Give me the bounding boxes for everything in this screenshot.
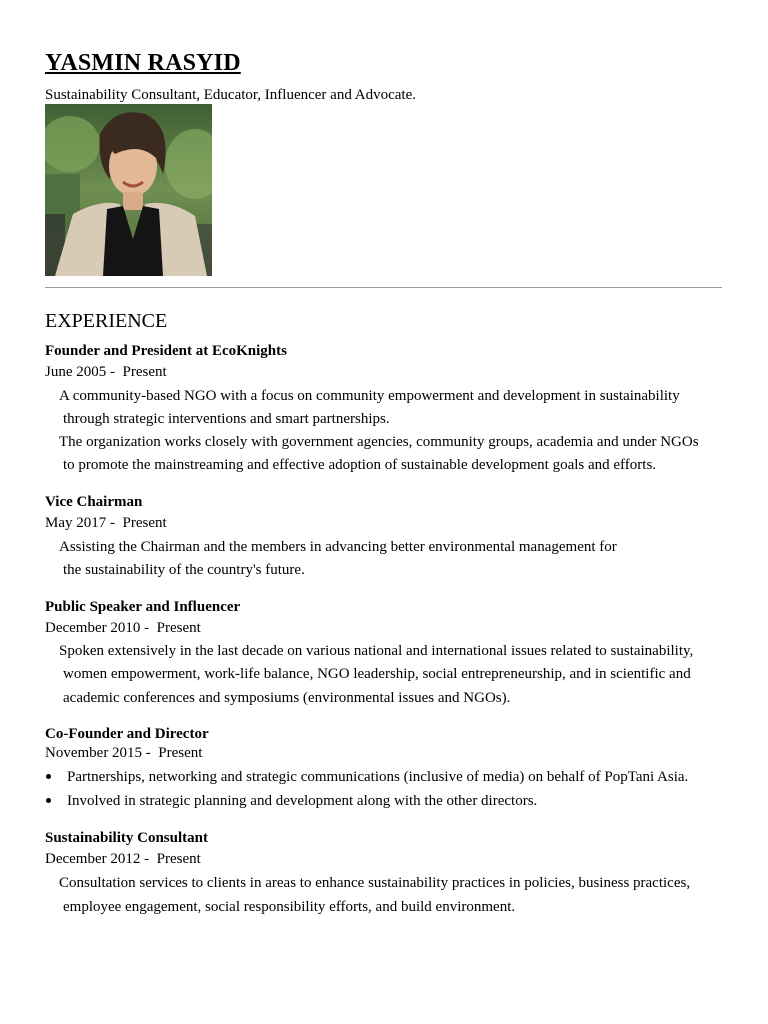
role-title: Sustainability Consultant	[45, 830, 208, 846]
role-description-line: women empowerment, work-life balance, NGO leadership, social entrepreneurship, and in scientific and	[63, 666, 691, 682]
role-description-line: through strategic interventions and smart partnerships.	[63, 411, 390, 427]
role-title: Public Speaker and Influencer	[45, 599, 241, 615]
role-description-line: A community-based NGO with a focus on community empowerment and development in sustainability	[59, 388, 680, 404]
person-name: YASMIN RASYID	[45, 50, 241, 76]
role-description-line: Consultation services to clients in areas to enhance sustainability practices in policies, business practices,	[59, 875, 691, 891]
role-dates: November 2015 - Present	[45, 745, 203, 761]
experience-heading: EXPERIENCE	[45, 310, 168, 332]
role-description-line: employee engagement, social responsibility efforts, and build environment.	[63, 899, 516, 915]
role-title: Co-Founder and Director	[45, 726, 209, 742]
bullet-icon	[46, 774, 51, 779]
role-description-line: Spoken extensively in the last decade on various national and international issues related to sustainability,	[59, 643, 694, 659]
bullet-icon	[46, 798, 51, 803]
section-divider	[45, 287, 722, 288]
role-dates: December 2010 - Present	[45, 620, 201, 636]
profile-photo	[45, 104, 212, 276]
role-description-line: Assisting the Chairman and the members in advancing better environmental management for	[59, 539, 617, 555]
role-title: Vice Chairman	[45, 494, 143, 510]
role-description-line: The organization works closely with government agencies, community groups, academia and under NGOs	[59, 434, 699, 450]
role-bullet-item: Partnerships, networking and strategic communications (inclusive of media) on behalf of PopTani Asia.	[67, 769, 689, 785]
role-dates: December 2012 - Present	[45, 851, 201, 867]
role-description-line: to promote the mainstreaming and effective adoption of sustainable development goals and efforts.	[63, 457, 657, 473]
role-description-line: the sustainability of the country's future.	[63, 562, 305, 578]
role-bullet-item: Involved in strategic planning and development along with the other directors.	[67, 793, 538, 809]
role-title: Founder and President at EcoKnights	[45, 343, 287, 359]
role-description-line: academic conferences and symposiums (environmental issues and NGOs).	[63, 690, 511, 706]
person-subtitle: Sustainability Consultant, Educator, Influencer and Advocate.	[45, 87, 416, 103]
role-dates: May 2017 - Present	[45, 515, 167, 531]
role-dates: June 2005 - Present	[45, 364, 167, 380]
